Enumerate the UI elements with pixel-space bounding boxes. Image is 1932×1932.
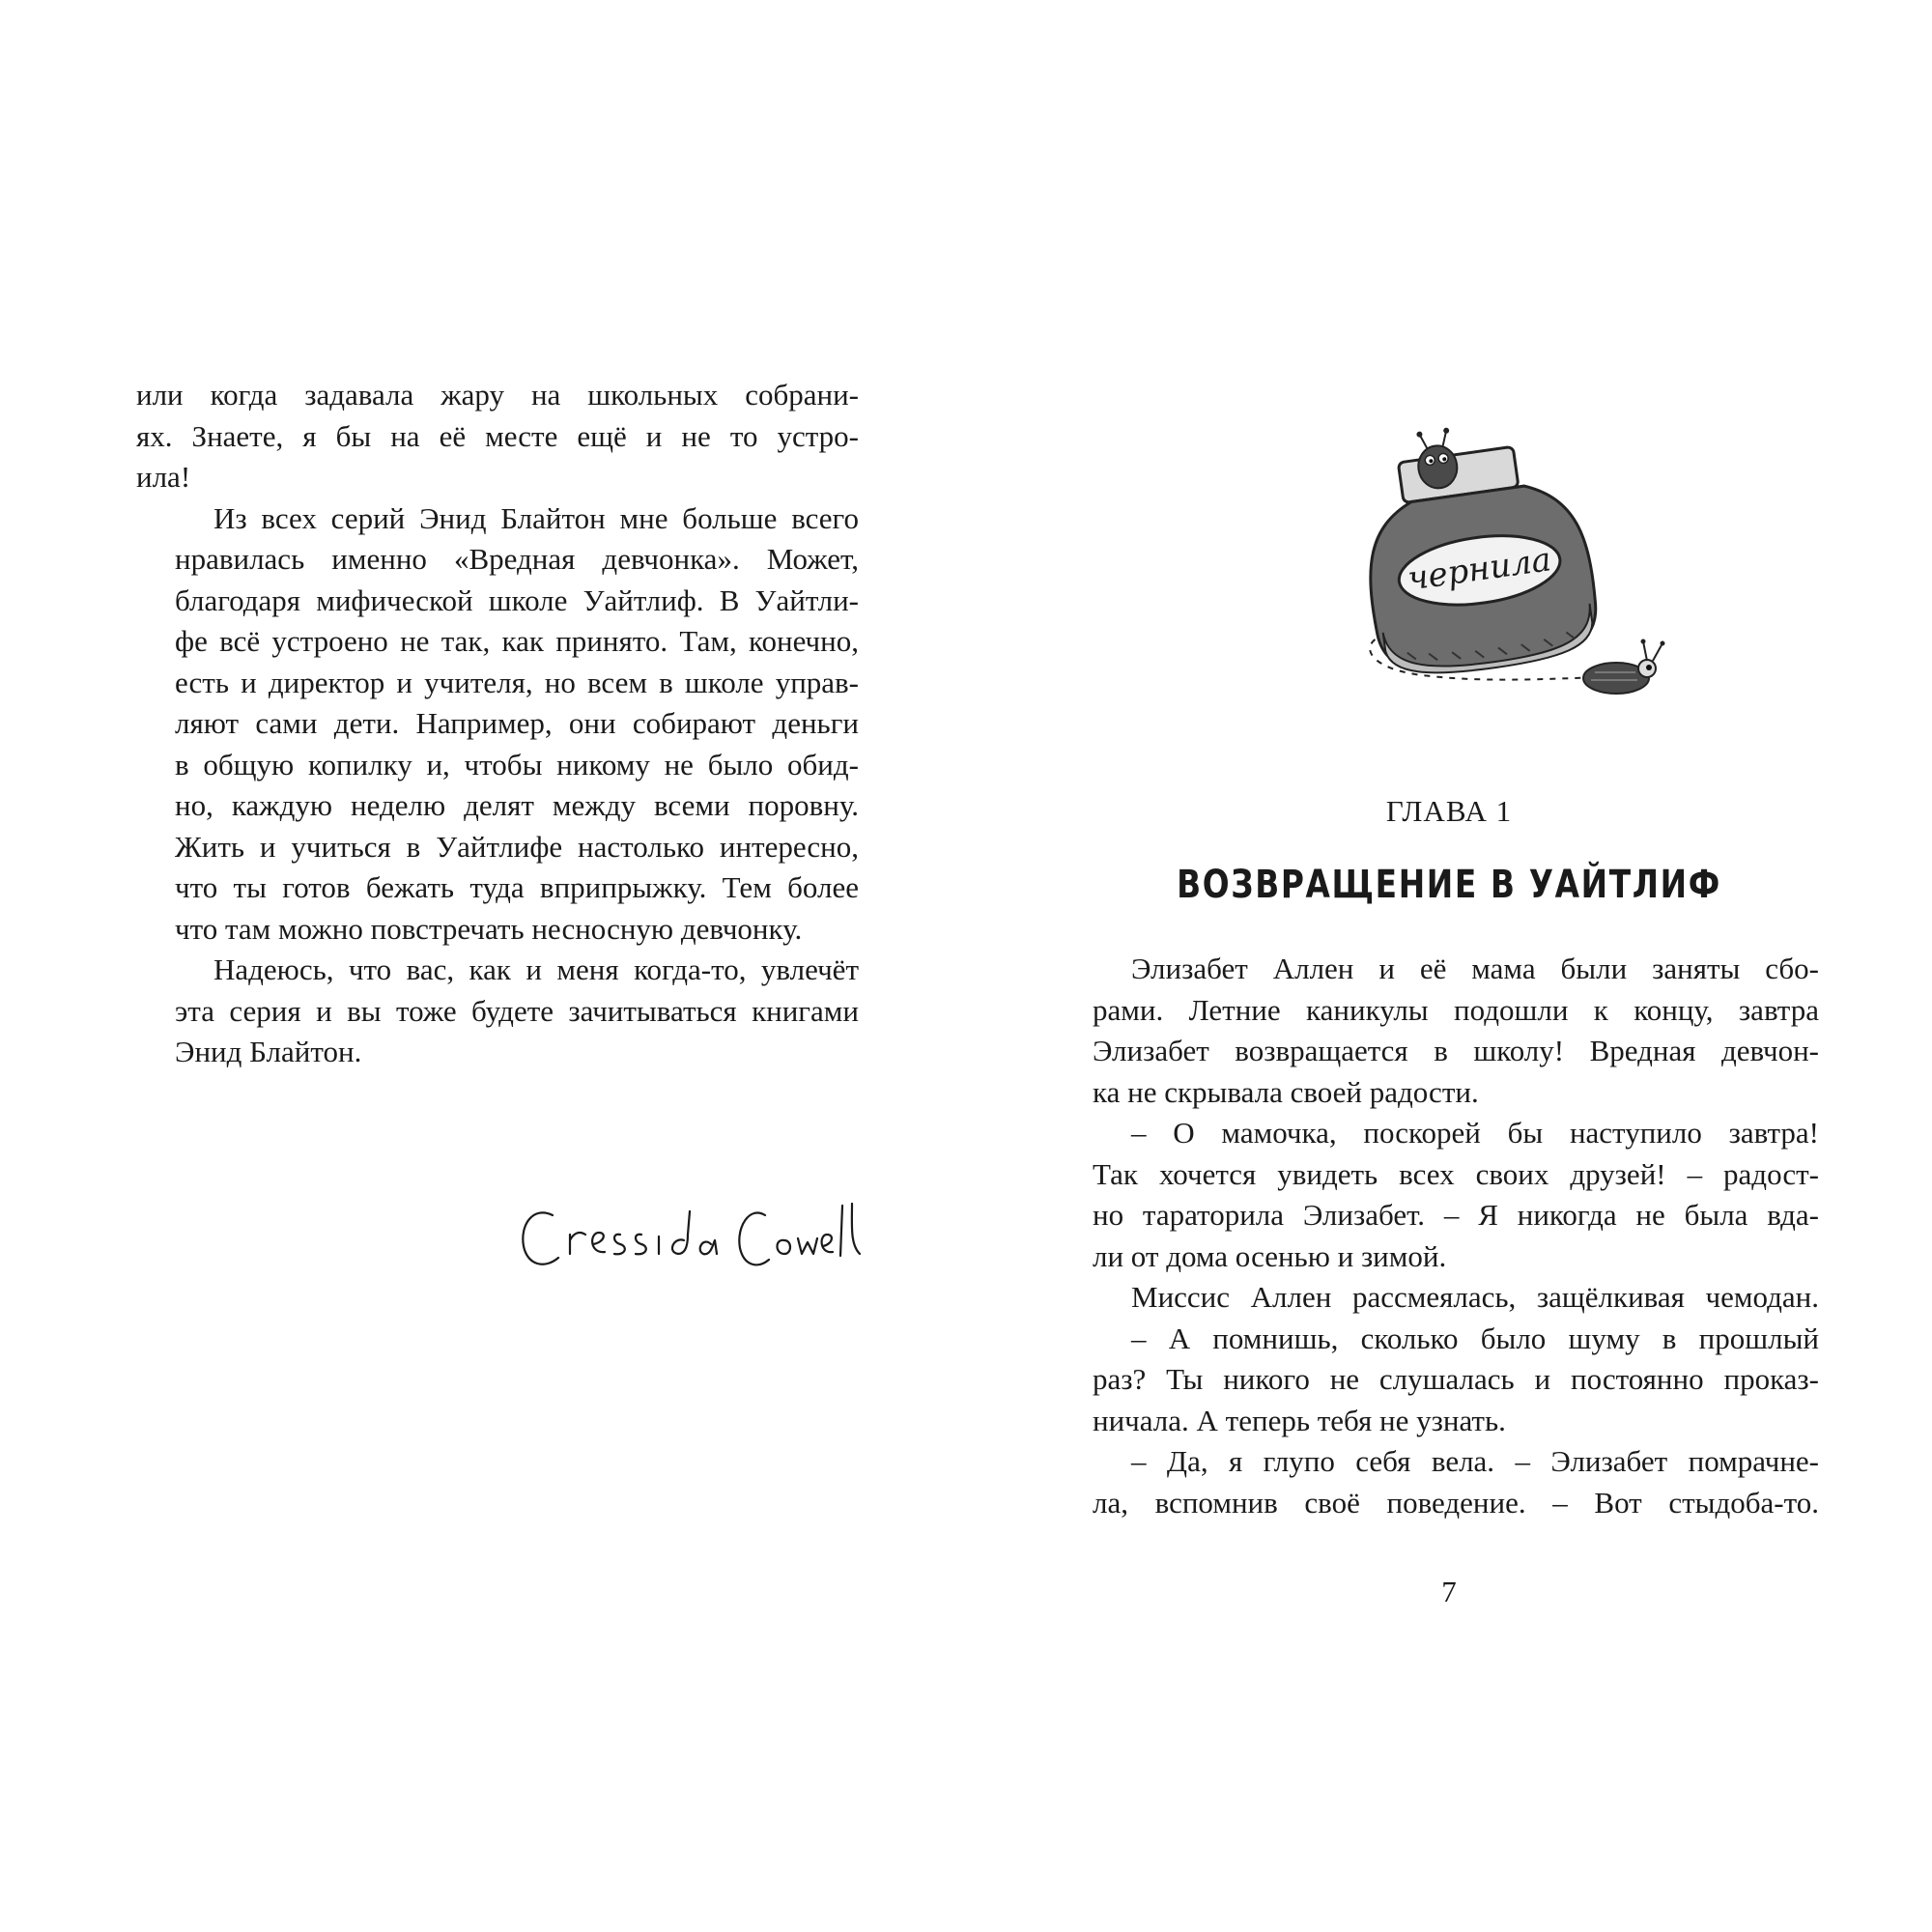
right-page-text [1093,949,1819,1523]
beetle-icon [1583,639,1665,695]
text-line: раз? Ты никого не слушалась и постоянно проказ- [1093,1362,1819,1396]
text-line: есть и директор и учителя, но всем в школе управ- [175,665,859,699]
text-line: ничала. А теперь тебя не узнать. [1093,1403,1506,1437]
text-line: эта серия и вы тоже будете зачитываться книгами [175,993,859,1028]
page-number: 7 [1441,1575,1457,1608]
text-line: или когда задавала жару на школьных собрани- [136,378,859,412]
text-line: Так хочется увидеть всех своих друзей! – радост- [1093,1156,1819,1191]
paragraph [1093,949,1819,1113]
paragraph [1093,1113,1819,1277]
text-line: Элизабет Аллен и её мама были заняты сбо- [1131,952,1819,985]
text-line: что там можно повстречать несносную девчонку. [175,911,803,946]
text-line: Энид Блайтон. [175,1035,362,1068]
text-line: Из всех серий Энид Блайтон мне больше всего [213,500,859,535]
text-line: фе всё устроено не так, как принято. Там, конечно, [175,624,859,658]
text-line: Жить и учиться в Уайтлифе настолько интересно, [175,829,859,864]
text-line: Надеюсь, что вас, как и меня когда-то, увлечёт [213,952,859,986]
author-signature [512,1177,869,1283]
text-line: ли от дома осенью и зимой. [1093,1238,1447,1273]
text-line: ляют сами дети. Например, они собирают деньги [175,706,859,740]
text-line: Элизабет возвращается в школу! Вредная девчон- [1093,1034,1819,1067]
text-line: благодаря мифической школе Уайтлиф. В Уайтли- [175,582,859,617]
text-line: Миссис Аллен рассмеялась, защёлкивая чемодан. [1131,1280,1819,1314]
text-line: ка не скрывала своей радости. [1093,1074,1479,1109]
text-line: но, каждую неделю делят между всеми поровну. [175,788,859,822]
chapter-label: ГЛАВА 1 [1385,794,1513,828]
text-line: – А помнишь, сколько было шуму в прошлый [1131,1321,1819,1355]
left-page-text [136,375,859,1073]
text-line: ла, вспомнив своё поведение. – Вот стыдоба-то. [1093,1485,1819,1520]
paragraph [136,498,859,951]
ink-bottle-icon [1350,425,1604,683]
text-line: нравилась именно «Вредная девчонка». Может, [175,542,859,576]
chapter-title: ВОЗВРАЩЕНИЕ В УАЙТЛИФ [1177,863,1721,907]
text-line: но тараторила Элизабет. – Я никогда не была вда- [1093,1198,1819,1232]
text-line: в общую копилку и, чтобы никому не было обид- [175,747,859,781]
text-line: – О мамочка, поскорей бы наступило завтра! [1131,1116,1819,1150]
paragraph [136,375,859,498]
text-line: рами. Летние каникулы подошли к концу, завтра [1093,992,1819,1027]
ink-bottle-illustration [1309,425,1676,715]
paragraph [1093,1277,1819,1319]
right-page [966,0,1932,1932]
text-line: что ты готов бежать туда вприпрыжку. Тем более [175,870,859,904]
text-line: ила! [136,460,191,494]
ink-label: чернила [1405,540,1554,599]
text-line: ях. Знаете, я бы на её месте ещё и не то устро- [136,418,859,453]
paragraph [136,950,859,1073]
text-line: – Да, я глупо себя вела. – Элизабет помрачне- [1131,1444,1819,1478]
paragraph [1093,1319,1819,1442]
paragraph [1093,1441,1819,1523]
